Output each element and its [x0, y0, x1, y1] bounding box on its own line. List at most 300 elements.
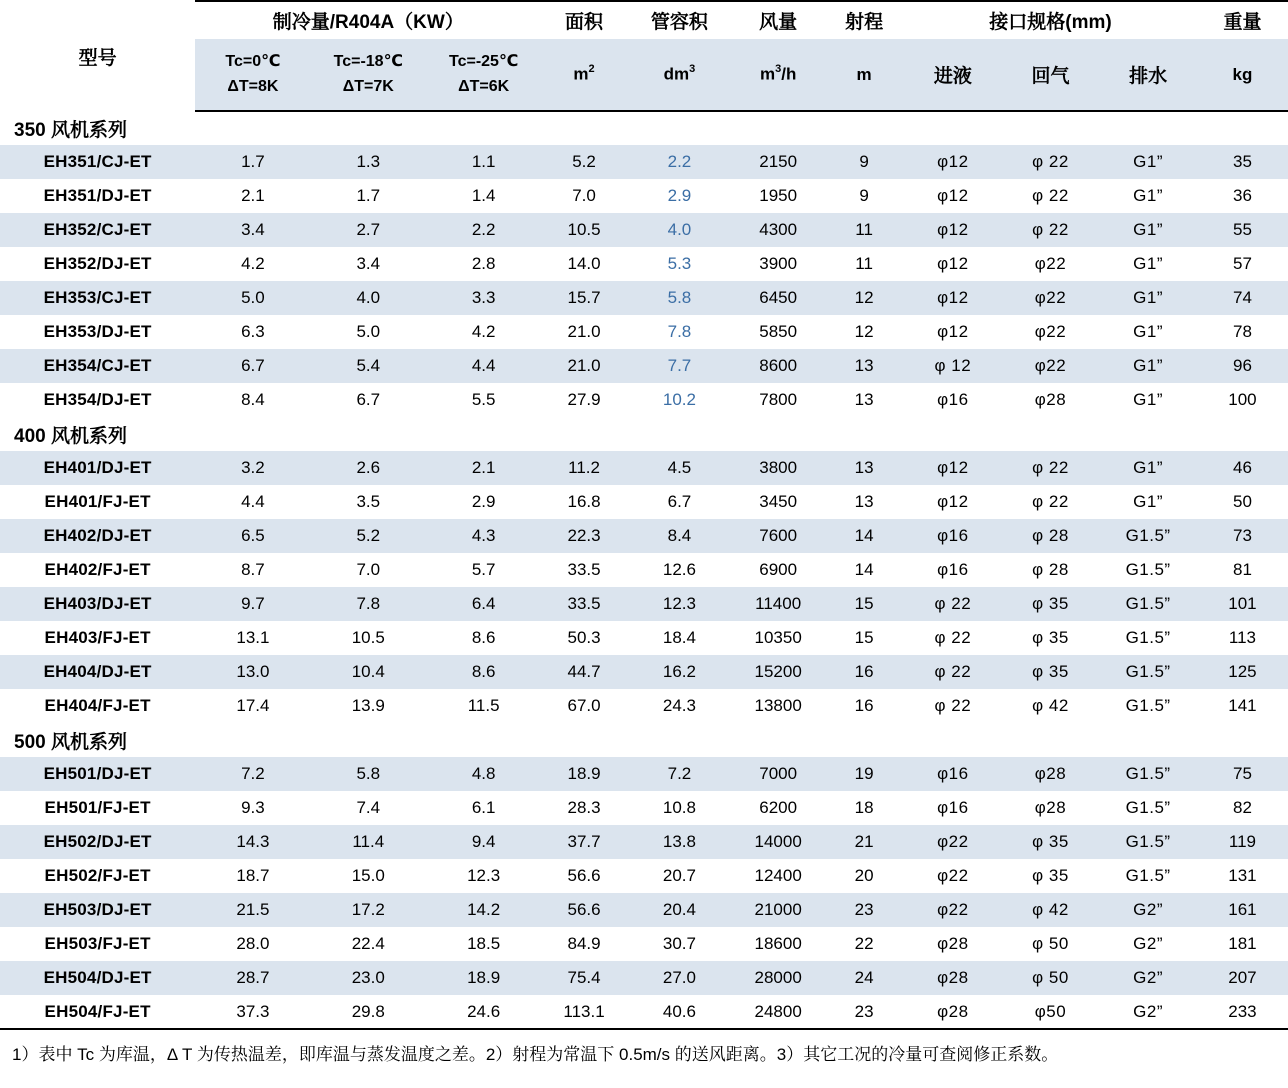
cell-area: 67.0: [541, 689, 626, 723]
cell-area: 22.3: [541, 519, 626, 553]
cell-model: EH503/FJ-ET: [0, 927, 195, 961]
header-capacity-cond-2-tc: Tc=-18℃: [333, 52, 403, 70]
cell-liquid: φ16: [904, 519, 1002, 553]
header-capacity-cond-1-tc: Tc=0℃: [225, 52, 281, 70]
cell-cap25: 9.4: [426, 825, 541, 859]
cell-model: EH503/DJ-ET: [0, 893, 195, 927]
cell-cap0: 13.0: [195, 655, 310, 689]
cell-cap18: 5.4: [311, 349, 426, 383]
cell-suction: φ 22: [1002, 451, 1100, 485]
cell-drain: G1.5”: [1099, 689, 1197, 723]
cell-model: EH403/FJ-ET: [0, 621, 195, 655]
cell-airflow: 14000: [732, 825, 824, 859]
cell-airflow: 15200: [732, 655, 824, 689]
cell-cap0: 28.0: [195, 927, 310, 961]
cell-cap18: 10.5: [311, 621, 426, 655]
cell-suction: φ 50: [1002, 961, 1100, 995]
cell-model: EH352/DJ-ET: [0, 247, 195, 281]
cell-airflow: 4300: [732, 213, 824, 247]
cell-airflow: 7000: [732, 757, 824, 791]
cell-cap18: 1.3: [311, 145, 426, 179]
header-unit-volume-exp: 3: [689, 63, 696, 76]
cell-drain: G1.5”: [1099, 655, 1197, 689]
cell-suction: φ 35: [1002, 587, 1100, 621]
table-row: [0, 553, 1288, 587]
cell-cap0: 8.4: [195, 383, 310, 417]
cell-cap18: 22.4: [311, 927, 426, 961]
cell-liquid: φ 22: [904, 587, 1002, 621]
cell-throw: 11: [824, 213, 904, 247]
table-row: [0, 485, 1288, 519]
cell-area: 33.5: [541, 553, 626, 587]
cell-area: 44.7: [541, 655, 626, 689]
cell-cap18: 7.4: [311, 791, 426, 825]
cell-suction: φ28: [1002, 757, 1100, 791]
cell-suction: φ 22: [1002, 485, 1100, 519]
cell-airflow: 3450: [732, 485, 824, 519]
cell-cap0: 1.7: [195, 145, 310, 179]
cell-volume: 2.9: [627, 179, 732, 213]
cell-airflow: 13800: [732, 689, 824, 723]
cell-model: EH401/FJ-ET: [0, 485, 195, 519]
cell-cap18: 4.0: [311, 281, 426, 315]
cell-liquid: φ12: [904, 247, 1002, 281]
cell-throw: 24: [824, 961, 904, 995]
header-capacity-cond-3-dt: ΔT=6K: [458, 77, 510, 95]
cell-cap0: 9.7: [195, 587, 310, 621]
table-header: [0, 1, 1288, 111]
cell-drain: G2”: [1099, 893, 1197, 927]
cell-area: 33.5: [541, 587, 626, 621]
cell-volume: 7.8: [627, 315, 732, 349]
header-unit-volume: [627, 39, 732, 111]
cell-drain: G1”: [1099, 213, 1197, 247]
cell-cap25: 5.7: [426, 553, 541, 587]
cell-weight: 75: [1197, 757, 1288, 791]
table-row: [0, 757, 1288, 791]
cell-drain: G1”: [1099, 349, 1197, 383]
cell-volume: 10.8: [627, 791, 732, 825]
cell-model: EH353/DJ-ET: [0, 315, 195, 349]
cell-cap25: 4.3: [426, 519, 541, 553]
cell-liquid: φ28: [904, 995, 1002, 1029]
cell-cap25: 18.9: [426, 961, 541, 995]
cell-drain: G1”: [1099, 179, 1197, 213]
header-group-capacity: 制冷量/R404A（KW）: [195, 1, 541, 39]
table-row: [0, 859, 1288, 893]
cell-volume: 30.7: [627, 927, 732, 961]
cell-suction: φ28: [1002, 383, 1100, 417]
header-unit-area-exp: 2: [588, 63, 595, 76]
cell-area: 84.9: [541, 927, 626, 961]
table-row: [0, 247, 1288, 281]
cell-cap25: 8.6: [426, 655, 541, 689]
table-row: [0, 383, 1288, 417]
cell-model: EH353/CJ-ET: [0, 281, 195, 315]
cell-weight: 181: [1197, 927, 1288, 961]
cell-model: EH401/DJ-ET: [0, 451, 195, 485]
cell-model: EH502/FJ-ET: [0, 859, 195, 893]
cell-airflow: 28000: [732, 961, 824, 995]
cell-throw: 13: [824, 383, 904, 417]
cell-cap18: 5.0: [311, 315, 426, 349]
cell-liquid: φ22: [904, 893, 1002, 927]
cell-liquid: φ12: [904, 213, 1002, 247]
cell-area: 27.9: [541, 383, 626, 417]
cell-weight: 73: [1197, 519, 1288, 553]
cell-area: 56.6: [541, 859, 626, 893]
cell-model: EH501/DJ-ET: [0, 757, 195, 791]
cell-weight: 207: [1197, 961, 1288, 995]
cell-volume: 13.8: [627, 825, 732, 859]
cell-cap18: 11.4: [311, 825, 426, 859]
cell-volume: 7.7: [627, 349, 732, 383]
cell-cap0: 2.1: [195, 179, 310, 213]
cell-area: 56.6: [541, 893, 626, 927]
cell-cap25: 2.8: [426, 247, 541, 281]
cell-liquid: φ28: [904, 961, 1002, 995]
cell-drain: G1.5”: [1099, 519, 1197, 553]
cell-throw: 11: [824, 247, 904, 281]
cell-volume: 5.3: [627, 247, 732, 281]
table-row: [0, 995, 1288, 1029]
cell-drain: G2”: [1099, 927, 1197, 961]
cell-suction: φ 42: [1002, 893, 1100, 927]
cell-cap0: 17.4: [195, 689, 310, 723]
cell-liquid: φ12: [904, 451, 1002, 485]
cell-suction: φ 28: [1002, 553, 1100, 587]
cell-throw: 20: [824, 859, 904, 893]
cell-weight: 50: [1197, 485, 1288, 519]
cell-cap25: 6.1: [426, 791, 541, 825]
table-row: [0, 145, 1288, 179]
cell-drain: G1”: [1099, 315, 1197, 349]
cell-cap25: 3.3: [426, 281, 541, 315]
cell-volume: 7.2: [627, 757, 732, 791]
cell-area: 50.3: [541, 621, 626, 655]
cell-cap25: 2.1: [426, 451, 541, 485]
cell-suction: φ 42: [1002, 689, 1100, 723]
table-row: [0, 315, 1288, 349]
footnotes: 1）表中 Tc 为库温，Δ T 为传热温差，即库温与蒸发温度之差。2）射程为常温下 0.5m/s 的送风距离。3）其它工况的冷量可查阅修正系数。: [12, 1045, 1059, 1064]
cell-liquid: φ22: [904, 825, 1002, 859]
table-row: [0, 519, 1288, 553]
table-row: [0, 893, 1288, 927]
series-title: 400 风机系列: [0, 417, 1288, 451]
cell-weight: 161: [1197, 893, 1288, 927]
cell-cap25: 4.2: [426, 315, 541, 349]
cell-throw: 13: [824, 451, 904, 485]
cell-liquid: φ16: [904, 553, 1002, 587]
cell-throw: 19: [824, 757, 904, 791]
cell-area: 21.0: [541, 349, 626, 383]
cell-airflow: 6450: [732, 281, 824, 315]
header-capacity-cond-2-dt: ΔT=7K: [342, 77, 394, 95]
header-weight: 重量: [1197, 1, 1288, 39]
header-area: 面积: [541, 1, 626, 39]
cell-cap0: 9.3: [195, 791, 310, 825]
cell-throw: 16: [824, 655, 904, 689]
cell-model: EH502/DJ-ET: [0, 825, 195, 859]
header-unit-volume-base: dm: [663, 64, 690, 84]
header-airflow: 风量: [732, 1, 824, 39]
cell-cap0: 6.7: [195, 349, 310, 383]
cell-airflow: 5850: [732, 315, 824, 349]
header-unit-area: [541, 39, 626, 111]
cell-airflow: 18600: [732, 927, 824, 961]
table-row: [0, 179, 1288, 213]
cell-weight: 46: [1197, 451, 1288, 485]
cell-throw: 21: [824, 825, 904, 859]
cell-airflow: 10350: [732, 621, 824, 655]
cell-cap0: 4.2: [195, 247, 310, 281]
cell-drain: G1.5”: [1099, 825, 1197, 859]
cell-cap18: 2.7: [311, 213, 426, 247]
cell-suction: φ28: [1002, 791, 1100, 825]
cell-cap0: 3.2: [195, 451, 310, 485]
header-capacity-cond-1: [195, 39, 310, 111]
cell-area: 10.5: [541, 213, 626, 247]
cell-cap18: 23.0: [311, 961, 426, 995]
cell-drain: G1”: [1099, 485, 1197, 519]
cell-weight: 55: [1197, 213, 1288, 247]
cell-volume: 20.7: [627, 859, 732, 893]
cell-throw: 14: [824, 553, 904, 587]
series-title: 500 风机系列: [0, 723, 1288, 757]
header-unit-airflow: [732, 39, 824, 111]
table-row: [0, 621, 1288, 655]
cell-airflow: 2150: [732, 145, 824, 179]
header-port-suction: 回气: [1002, 39, 1100, 111]
table-row: [0, 281, 1288, 315]
cell-airflow: 21000: [732, 893, 824, 927]
cell-drain: G1”: [1099, 451, 1197, 485]
cell-volume: 10.2: [627, 383, 732, 417]
cell-suction: φ 22: [1002, 145, 1100, 179]
cell-liquid: φ16: [904, 757, 1002, 791]
cell-weight: 96: [1197, 349, 1288, 383]
cell-cap25: 11.5: [426, 689, 541, 723]
cell-cap18: 15.0: [311, 859, 426, 893]
cell-cap18: 3.4: [311, 247, 426, 281]
cell-area: 75.4: [541, 961, 626, 995]
header-tube-volume: 管容积: [627, 1, 732, 39]
series-title: 350 风机系列: [0, 111, 1288, 145]
cell-cap25: 24.6: [426, 995, 541, 1029]
cell-drain: G1.5”: [1099, 859, 1197, 893]
cell-weight: 36: [1197, 179, 1288, 213]
cell-model: EH402/FJ-ET: [0, 553, 195, 587]
series-header-row: [0, 723, 1288, 757]
cell-cap0: 28.7: [195, 961, 310, 995]
cell-volume: 12.3: [627, 587, 732, 621]
cell-suction: φ 35: [1002, 859, 1100, 893]
table-row: [0, 825, 1288, 859]
cell-throw: 18: [824, 791, 904, 825]
cell-volume: 27.0: [627, 961, 732, 995]
cell-cap0: 13.1: [195, 621, 310, 655]
cell-airflow: 1950: [732, 179, 824, 213]
cell-weight: 78: [1197, 315, 1288, 349]
cell-liquid: φ22: [904, 859, 1002, 893]
cell-model: EH504/DJ-ET: [0, 961, 195, 995]
header-throw: 射程: [824, 1, 904, 39]
cell-drain: G1.5”: [1099, 587, 1197, 621]
cell-model: EH354/DJ-ET: [0, 383, 195, 417]
cell-liquid: φ12: [904, 179, 1002, 213]
cell-cap25: 14.2: [426, 893, 541, 927]
cell-volume: 4.0: [627, 213, 732, 247]
cell-weight: 113: [1197, 621, 1288, 655]
cell-suction: φ22: [1002, 247, 1100, 281]
cell-throw: 9: [824, 179, 904, 213]
cell-throw: 23: [824, 893, 904, 927]
cell-drain: G1”: [1099, 281, 1197, 315]
cell-cap0: 18.7: [195, 859, 310, 893]
cell-cap18: 17.2: [311, 893, 426, 927]
header-unit-weight: [1197, 39, 1288, 111]
header-unit-area-base: m: [573, 64, 589, 84]
cell-cap18: 13.9: [311, 689, 426, 723]
cell-cap0: 4.4: [195, 485, 310, 519]
cell-airflow: 3800: [732, 451, 824, 485]
header-capacity-cond-3-tc: Tc=-25℃: [448, 52, 519, 70]
cell-cap0: 14.3: [195, 825, 310, 859]
cell-cap18: 3.5: [311, 485, 426, 519]
cell-weight: 131: [1197, 859, 1288, 893]
cell-cap0: 3.4: [195, 213, 310, 247]
cell-liquid: φ12: [904, 485, 1002, 519]
cell-weight: 101: [1197, 587, 1288, 621]
cell-weight: 141: [1197, 689, 1288, 723]
cell-airflow: 3900: [732, 247, 824, 281]
cell-volume: 12.6: [627, 553, 732, 587]
cell-suction: φ50: [1002, 995, 1100, 1029]
cell-area: 5.2: [541, 145, 626, 179]
cell-throw: 9: [824, 145, 904, 179]
cell-cap25: 8.6: [426, 621, 541, 655]
cell-weight: 35: [1197, 145, 1288, 179]
header-row-groups: [0, 1, 1288, 39]
cell-liquid: φ 22: [904, 655, 1002, 689]
cell-suction: φ22: [1002, 281, 1100, 315]
cell-model: EH351/DJ-ET: [0, 179, 195, 213]
cell-liquid: φ12: [904, 281, 1002, 315]
cell-cap0: 37.3: [195, 995, 310, 1029]
cell-weight: 125: [1197, 655, 1288, 689]
cell-cap25: 2.2: [426, 213, 541, 247]
cell-model: EH351/CJ-ET: [0, 145, 195, 179]
cell-weight: 100: [1197, 383, 1288, 417]
cell-weight: 81: [1197, 553, 1288, 587]
cell-liquid: φ 22: [904, 621, 1002, 655]
table-row: [0, 791, 1288, 825]
cell-cap0: 6.5: [195, 519, 310, 553]
cell-cap18: 5.8: [311, 757, 426, 791]
cell-airflow: 8600: [732, 349, 824, 383]
cell-volume: 2.2: [627, 145, 732, 179]
cell-throw: 22: [824, 927, 904, 961]
cell-cap18: 10.4: [311, 655, 426, 689]
cell-cap25: 5.5: [426, 383, 541, 417]
cell-cap25: 18.5: [426, 927, 541, 961]
cell-area: 18.9: [541, 757, 626, 791]
cell-drain: G1”: [1099, 247, 1197, 281]
cell-drain: G2”: [1099, 995, 1197, 1029]
cell-area: 28.3: [541, 791, 626, 825]
cell-volume: 18.4: [627, 621, 732, 655]
cell-airflow: 7800: [732, 383, 824, 417]
table-body: [0, 111, 1288, 1029]
cell-model: EH354/CJ-ET: [0, 349, 195, 383]
cell-liquid: φ12: [904, 315, 1002, 349]
cell-drain: G1.5”: [1099, 621, 1197, 655]
cell-weight: 82: [1197, 791, 1288, 825]
cell-model: EH501/FJ-ET: [0, 791, 195, 825]
cell-model: EH504/FJ-ET: [0, 995, 195, 1029]
cell-cap25: 1.1: [426, 145, 541, 179]
cell-cap18: 6.7: [311, 383, 426, 417]
header-port-liquid: 进液: [904, 39, 1002, 111]
cell-drain: G1”: [1099, 383, 1197, 417]
cell-cap18: 2.6: [311, 451, 426, 485]
cell-liquid: φ16: [904, 383, 1002, 417]
cell-model: EH402/DJ-ET: [0, 519, 195, 553]
cell-cap0: 7.2: [195, 757, 310, 791]
table-row: [0, 927, 1288, 961]
cell-throw: 12: [824, 281, 904, 315]
cell-drain: G1.5”: [1099, 553, 1197, 587]
cell-cap18: 7.8: [311, 587, 426, 621]
header-capacity-cond-2: [311, 39, 426, 111]
cell-volume: 40.6: [627, 995, 732, 1029]
cell-airflow: 7600: [732, 519, 824, 553]
cell-liquid: φ16: [904, 791, 1002, 825]
cell-model: EH404/DJ-ET: [0, 655, 195, 689]
header-group-ports: 接口规格(mm): [904, 1, 1197, 39]
cell-suction: φ 22: [1002, 213, 1100, 247]
cell-suction: φ22: [1002, 315, 1100, 349]
header-unit-airflow-tail: /h: [781, 64, 797, 84]
cell-liquid: φ12: [904, 145, 1002, 179]
cell-volume: 24.3: [627, 689, 732, 723]
cell-airflow: 6900: [732, 553, 824, 587]
cell-throw: 13: [824, 349, 904, 383]
cell-weight: 233: [1197, 995, 1288, 1029]
header-unit-airflow-exp: 3: [775, 63, 782, 76]
series-header-row: [0, 417, 1288, 451]
cell-area: 37.7: [541, 825, 626, 859]
cell-throw: 23: [824, 995, 904, 1029]
table-row: [0, 961, 1288, 995]
cell-cap18: 7.0: [311, 553, 426, 587]
cell-volume: 16.2: [627, 655, 732, 689]
header-capacity-cond-3: [426, 39, 541, 111]
cell-throw: 14: [824, 519, 904, 553]
cell-cap18: 1.7: [311, 179, 426, 213]
header-unit-throw-base: m: [856, 64, 872, 84]
cell-model: EH404/FJ-ET: [0, 689, 195, 723]
table-row: [0, 213, 1288, 247]
cell-area: 16.8: [541, 485, 626, 519]
cell-area: 15.7: [541, 281, 626, 315]
cell-cap0: 8.7: [195, 553, 310, 587]
header-model: 型号: [0, 1, 195, 111]
cell-model: EH352/CJ-ET: [0, 213, 195, 247]
table-row: [0, 451, 1288, 485]
cell-suction: φ 35: [1002, 655, 1100, 689]
cell-cap25: 6.4: [426, 587, 541, 621]
